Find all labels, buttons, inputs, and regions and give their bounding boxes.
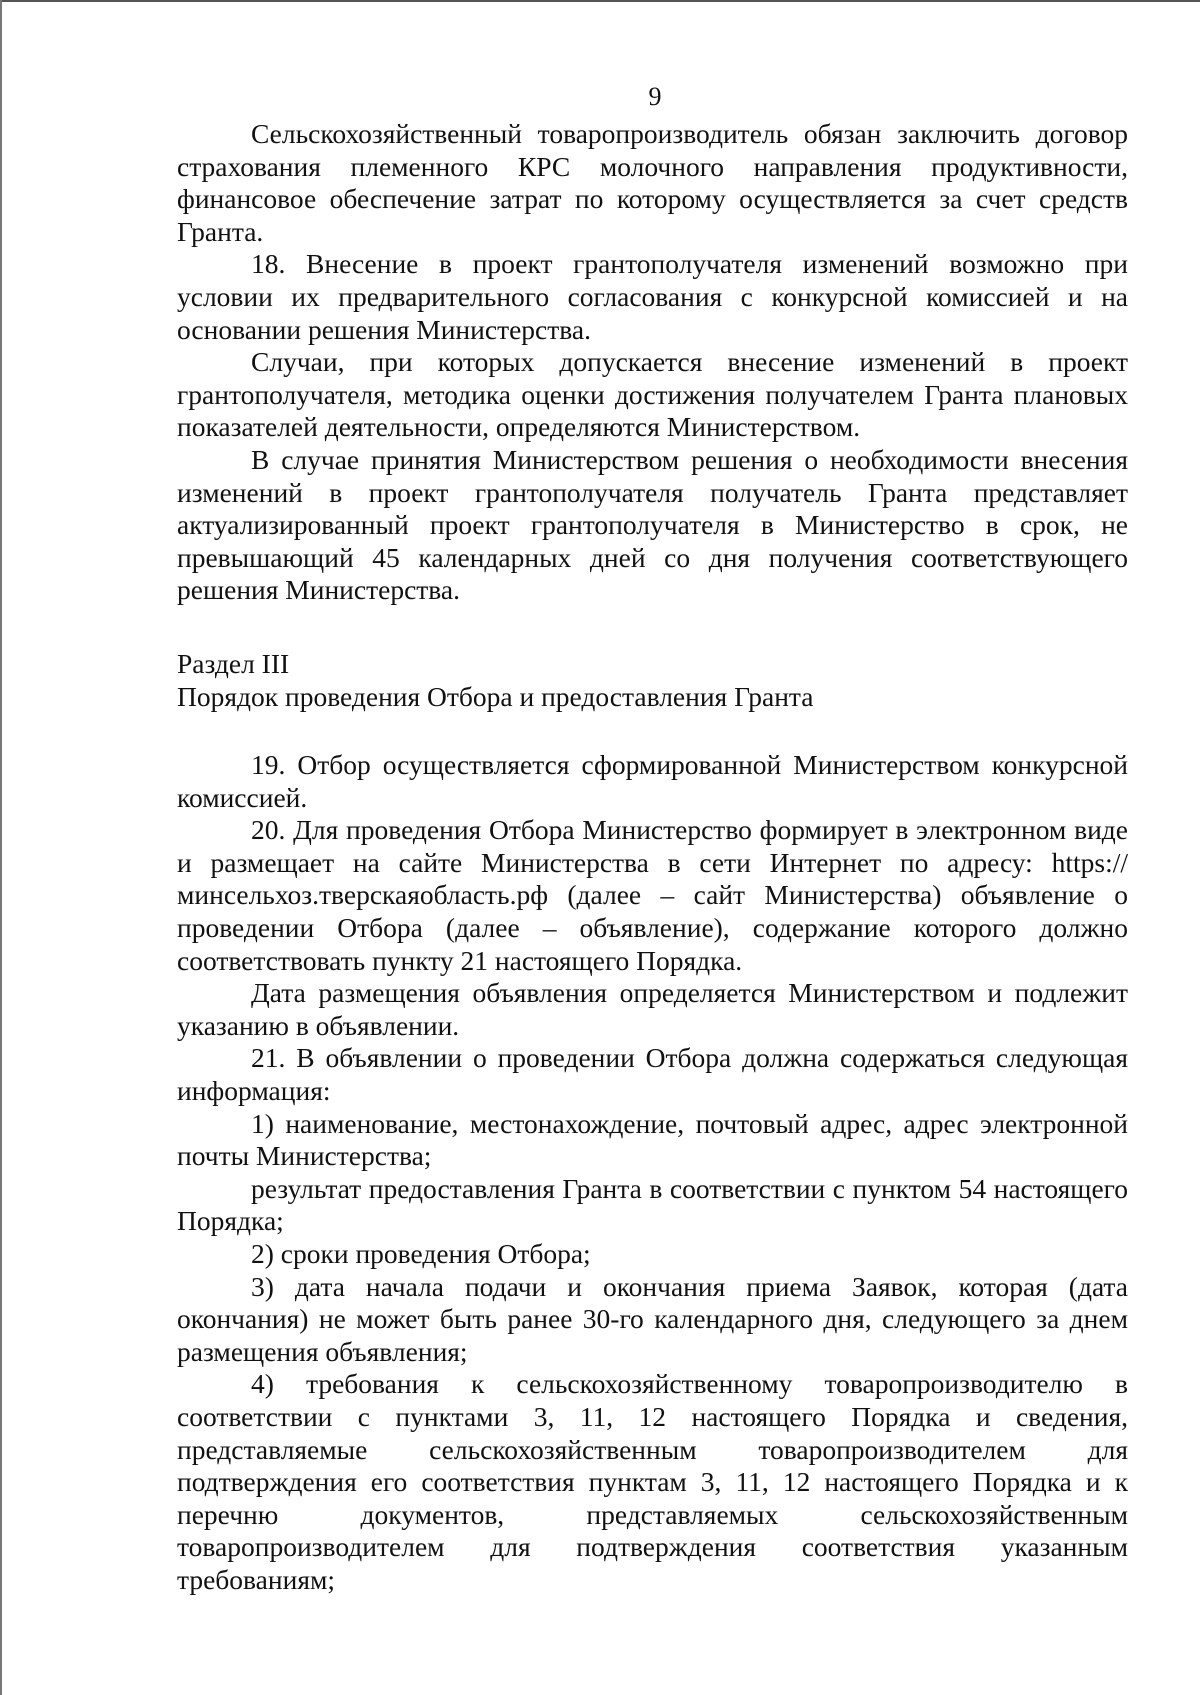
paragraph-publication-date: Дата размещения объявления определяется Министерством и подлежит указанию в объявлении. (177, 977, 1128, 1041)
paragraph-20: 20. Для проведения Отбора Министерство формирует в электронном виде и размещает на сайте Министерства в сети Интернет по адресу: https://минсельхоз.тверскаяобласть.рф (далее – сайт Министерства) объявление о проведении Отбора (далее – объявление), содержание которого должно соответствовать пункту 21 настоящего Порядка. (177, 814, 1128, 976)
paragraph-change-cases: Случаи, при которых допускается внесение изменений в проект грантополучателя, методика оценки достижения получателем Гранта плановых показателей деятельности, определяются Министерством. (177, 346, 1128, 443)
section-heading (177, 648, 1128, 713)
document-body (177, 118, 1128, 1597)
scan-edge-top (0, 0, 1200, 2)
list-item-3: 3) дата начала подачи и окончания приема Заявок, которая (дата окончания) не может быть ранее 30-го календарного дня, следующего за днем размещения объявления; (177, 1270, 1128, 1367)
paragraph-actualized-project: В случае принятия Министерством решения о необходимости внесения изменений в проект грантополучателя получатель Гранта представляет актуализированный проект грантополучателя в Министерство в срок, не превышающий 45 календарных дней со дня получения соответствующего решения Министерства. (177, 443, 1128, 606)
paragraph-18: 18. Внесение в проект грантополучателя изменений возможно при условии их предварительного согласования с конкурсной комиссией и на основании решения Министерства. (177, 248, 1128, 345)
list-item-4: 4) требования к сельскохозяйственному товаропроизводителю в соответствии с пунктами 3, 11, 12 настоящего Порядка и сведения, представляемые сельскохозяйственным товаропроизводителем для подтверждения его соответствия пунктам 3, 11, 12 настоящего Порядка и к перечню документов, представляемых сельскохозяйственным товаропроизводителем для подтверждения соответствия указанным требованиям; (177, 1368, 1128, 1595)
paragraph-19: 19. Отбор осуществляется сформированной Министерством конкурсной комиссией. (177, 749, 1128, 813)
paragraph-grant-result: результат предоставления Гранта в соответствии с пунктом 54 настоящего Порядка; (177, 1172, 1128, 1237)
section-label: Раздел III (177, 647, 290, 679)
paragraph-insurance: Сельскохозяйственный товаропроизводитель обязан заключить договор страхования племенного КРС молочного направления продуктивности, финансовое обеспечение затрат по которому осуществляется за счет средств Гранта. (177, 118, 1128, 247)
list-item-1: 1) наименование, местонахождение, почтовый адрес, адрес электронной почты Министерства; (177, 1107, 1128, 1172)
list-item-2: 2) сроки проведения Отбора; (251, 1238, 591, 1269)
section-title: Порядок проведения Отбора и предоставления Гранта (177, 680, 814, 712)
scan-edge-left (0, 0, 2, 1695)
paragraph-21: 21. В объявлении о проведении Отбора должна содержаться следующая информация: (177, 1042, 1128, 1107)
page-number: 9 (648, 82, 662, 111)
